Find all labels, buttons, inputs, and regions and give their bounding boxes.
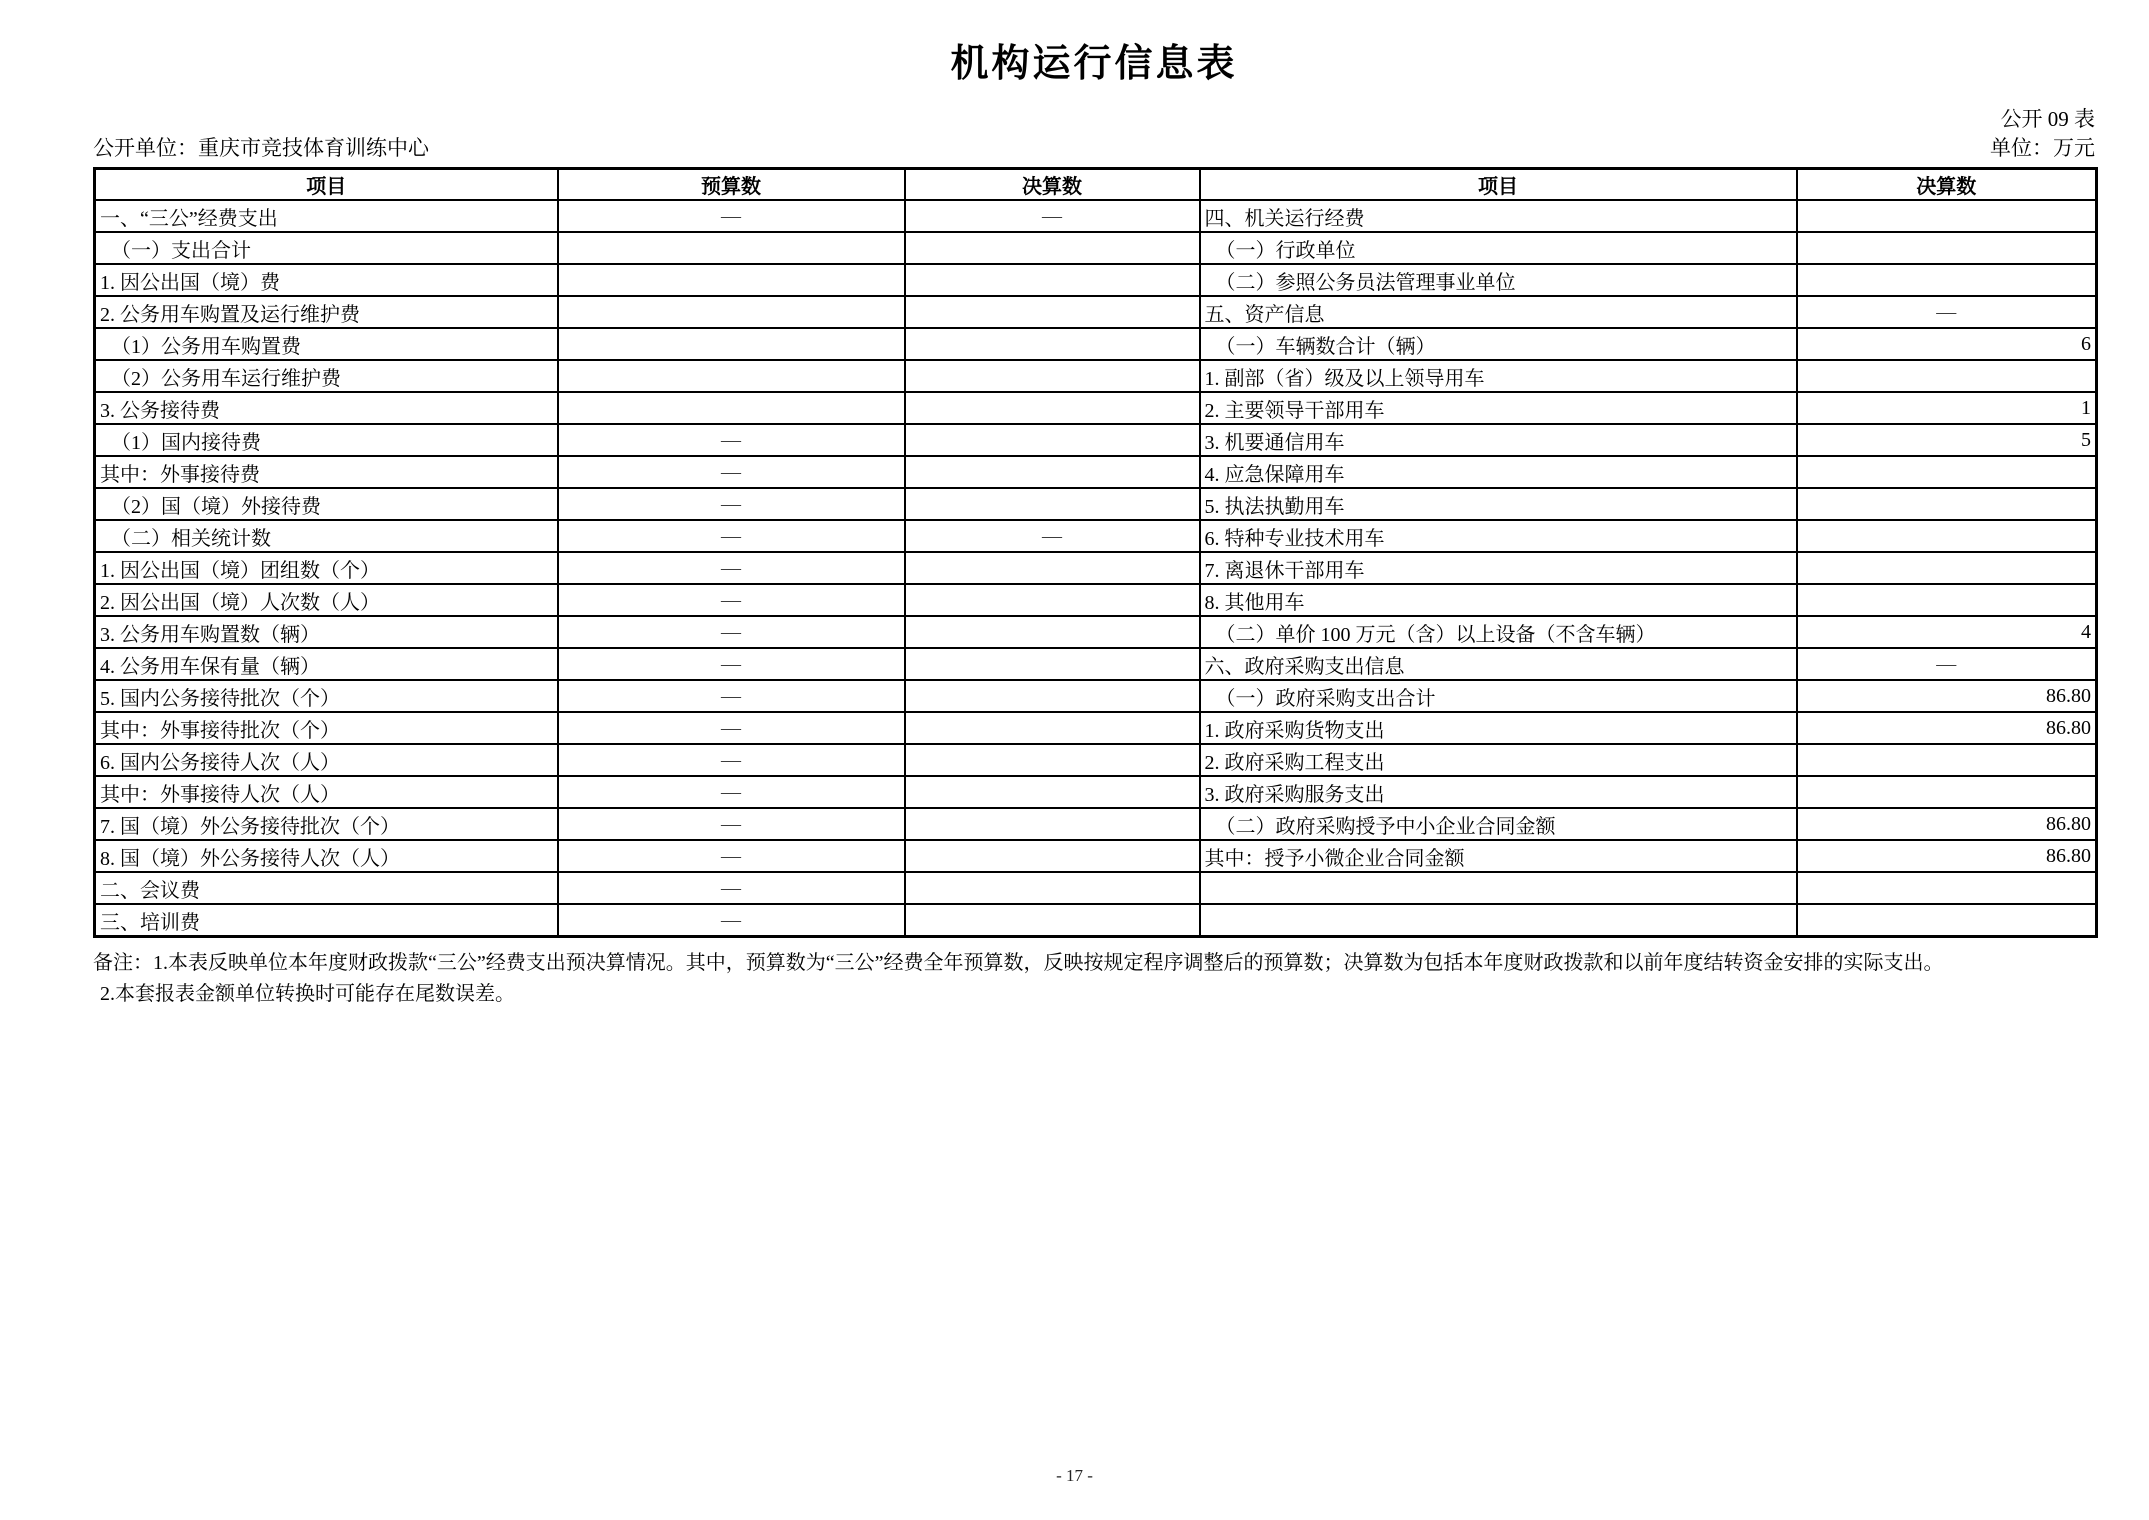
col-header-final-right: 决算数 <box>1797 169 2097 201</box>
budget-cell: — <box>558 456 905 488</box>
final-cell-right <box>1797 872 2097 904</box>
item-cell-right: 5. 执法执勤用车 <box>1200 488 1797 520</box>
table-row <box>95 904 2097 937</box>
table-body <box>95 200 2097 937</box>
budget-cell <box>558 232 905 264</box>
final-cell-right <box>1797 232 2097 264</box>
final-cell-right: 86.80 <box>1797 808 2097 840</box>
table-row <box>95 584 2097 616</box>
publisher-label: 公开单位：重庆市竞技体育训练中心 <box>93 135 429 160</box>
budget-cell: — <box>558 200 905 232</box>
item-cell-right: 4. 应急保障用车 <box>1200 456 1797 488</box>
table-row <box>95 488 2097 520</box>
final-cell-right <box>1797 776 2097 808</box>
final-cell-left <box>905 808 1200 840</box>
item-cell-right: （二）政府采购授予中小企业合同金额 <box>1200 808 1797 840</box>
final-cell-right <box>1797 744 2097 776</box>
meta-row <box>93 136 2095 160</box>
final-cell-right: 86.80 <box>1797 680 2097 712</box>
item-cell-right: 8. 其他用车 <box>1200 584 1797 616</box>
item-cell-left: 4. 公务用车保有量（辆） <box>95 648 558 680</box>
item-cell-right <box>1200 872 1797 904</box>
table-row <box>95 648 2097 680</box>
final-cell-left <box>905 392 1200 424</box>
budget-cell: — <box>558 552 905 584</box>
final-cell-left <box>905 776 1200 808</box>
table-row <box>95 520 2097 552</box>
item-cell-left: 其中：外事接待费 <box>95 456 558 488</box>
item-cell-left: （2）国（境）外接待费 <box>95 488 558 520</box>
item-cell-left: （一）支出合计 <box>95 232 558 264</box>
table-row <box>95 712 2097 744</box>
col-header-item-right: 项目 <box>1200 169 1797 201</box>
item-cell-right: 2. 政府采购工程支出 <box>1200 744 1797 776</box>
table-row <box>95 840 2097 872</box>
final-cell-right <box>1797 520 2097 552</box>
table-row <box>95 264 2097 296</box>
item-cell-left: （1）公务用车购置费 <box>95 328 558 360</box>
table-row <box>95 776 2097 808</box>
final-cell-right: 86.80 <box>1797 712 2097 744</box>
final-cell-left <box>905 680 1200 712</box>
item-cell-left: 8. 国（境）外公务接待人次（人） <box>95 840 558 872</box>
budget-cell: — <box>558 488 905 520</box>
item-cell-right: 1. 副部（省）级及以上领导用车 <box>1200 360 1797 392</box>
table-row <box>95 424 2097 456</box>
table-row <box>95 456 2097 488</box>
final-cell-right <box>1797 552 2097 584</box>
budget-cell: — <box>558 904 905 937</box>
final-cell-right: 6 <box>1797 328 2097 360</box>
item-cell-right: 1. 政府采购货物支出 <box>1200 712 1797 744</box>
item-cell-right: 五、资产信息 <box>1200 296 1797 328</box>
item-cell-right: 六、政府采购支出信息 <box>1200 648 1797 680</box>
item-cell-left: 1. 因公出国（境）团组数（个） <box>95 552 558 584</box>
final-cell-right: — <box>1797 296 2097 328</box>
item-cell-left: 二、会议费 <box>95 872 558 904</box>
budget-cell: — <box>558 648 905 680</box>
unit-label: 单位：万元 <box>1990 135 2095 160</box>
budget-cell: — <box>558 872 905 904</box>
final-cell-left <box>905 744 1200 776</box>
budget-cell: — <box>558 840 905 872</box>
item-cell-right: （二）参照公务员法管理事业单位 <box>1200 264 1797 296</box>
table-row <box>95 808 2097 840</box>
budget-cell: — <box>558 680 905 712</box>
col-header-budget: 预算数 <box>558 169 905 201</box>
item-cell-right <box>1200 904 1797 937</box>
item-cell-left: 1. 因公出国（境）费 <box>95 264 558 296</box>
final-cell-right <box>1797 904 2097 937</box>
item-cell-left: 3. 公务用车购置数（辆） <box>95 616 558 648</box>
table-row <box>95 328 2097 360</box>
item-cell-right: 四、机关运行经费 <box>1200 200 1797 232</box>
item-cell-left: 其中：外事接待人次（人） <box>95 776 558 808</box>
final-cell-right: 4 <box>1797 616 2097 648</box>
final-cell-left: — <box>905 200 1200 232</box>
item-cell-left: 一、“三公”经费支出 <box>95 200 558 232</box>
budget-cell <box>558 264 905 296</box>
content-area <box>93 0 2095 1010</box>
final-cell-left <box>905 872 1200 904</box>
budget-cell: — <box>558 616 905 648</box>
item-cell-right: （二）单价 100 万元（含）以上设备（不含车辆） <box>1200 616 1797 648</box>
notes <box>93 948 2095 1010</box>
table-row <box>95 680 2097 712</box>
col-header-item-left: 项目 <box>95 169 558 201</box>
final-cell-left <box>905 264 1200 296</box>
item-cell-right: 其中：授予小微企业合同金额 <box>1200 840 1797 872</box>
item-cell-right: 7. 离退休干部用车 <box>1200 552 1797 584</box>
item-cell-right: 3. 机要通信用车 <box>1200 424 1797 456</box>
final-cell-right: — <box>1797 648 2097 680</box>
final-cell-left <box>905 456 1200 488</box>
budget-cell <box>558 328 905 360</box>
final-cell-left <box>905 296 1200 328</box>
final-cell-left <box>905 904 1200 937</box>
page-number: - 17 - <box>1056 1466 1093 1485</box>
final-cell-right <box>1797 360 2097 392</box>
final-cell-right <box>1797 488 2097 520</box>
final-cell-right <box>1797 264 2097 296</box>
final-cell-right <box>1797 456 2097 488</box>
item-cell-right: （一）政府采购支出合计 <box>1200 680 1797 712</box>
item-cell-left: 6. 国内公务接待人次（人） <box>95 744 558 776</box>
final-cell-left <box>905 840 1200 872</box>
page-title: 机构运行信息表 <box>950 43 1238 85</box>
table-row <box>95 296 2097 328</box>
budget-cell: — <box>558 776 905 808</box>
budget-cell: — <box>558 584 905 616</box>
final-cell-left <box>905 328 1200 360</box>
budget-cell: — <box>558 808 905 840</box>
budget-cell: — <box>558 520 905 552</box>
table-row <box>95 360 2097 392</box>
table-row <box>95 616 2097 648</box>
header-row <box>95 169 2097 201</box>
final-cell-left <box>905 360 1200 392</box>
final-cell-left <box>905 584 1200 616</box>
final-cell-left <box>905 712 1200 744</box>
item-cell-left: 其中：外事接待批次（个） <box>95 712 558 744</box>
table-row <box>95 552 2097 584</box>
item-cell-right: （一）行政单位 <box>1200 232 1797 264</box>
budget-cell: — <box>558 712 905 744</box>
final-cell-left <box>905 232 1200 264</box>
item-cell-left: 3. 公务接待费 <box>95 392 558 424</box>
budget-cell: — <box>558 744 905 776</box>
item-cell-left: 2. 公务用车购置及运行维护费 <box>95 296 558 328</box>
table-row <box>95 744 2097 776</box>
item-cell-right: 6. 特种专业技术用车 <box>1200 520 1797 552</box>
table-row <box>95 872 2097 904</box>
info-table <box>93 167 2098 938</box>
final-cell-right: 5 <box>1797 424 2097 456</box>
final-cell-left <box>905 488 1200 520</box>
table-row <box>95 232 2097 264</box>
item-cell-right: 3. 政府采购服务支出 <box>1200 776 1797 808</box>
note-line: 2.本套报表金额单位转换时可能存在尾数误差。 <box>100 983 515 1006</box>
final-cell-right: 86.80 <box>1797 840 2097 872</box>
col-header-final-left: 决算数 <box>905 169 1200 201</box>
final-cell-left <box>905 552 1200 584</box>
budget-cell <box>558 360 905 392</box>
final-cell-right <box>1797 584 2097 616</box>
budget-cell <box>558 296 905 328</box>
table-row <box>95 200 2097 232</box>
item-cell-left: 2. 因公出国（境）人次数（人） <box>95 584 558 616</box>
final-cell-right: 1 <box>1797 392 2097 424</box>
budget-cell <box>558 392 905 424</box>
item-cell-left: 5. 国内公务接待批次（个） <box>95 680 558 712</box>
final-cell-left: — <box>905 520 1200 552</box>
item-cell-right: （一）车辆数合计（辆） <box>1200 328 1797 360</box>
final-cell-right <box>1797 200 2097 232</box>
note-line: 备注：1.本表反映单位本年度财政拨款“三公”经费支出预决算情况。其中，预算数为“三公”经费全年预算数，反映按规定程序调整后的预算数；决算数为包括本年度财政拨款和以前年度结转资金安排的实际支出。 <box>93 952 1944 975</box>
final-cell-left <box>905 424 1200 456</box>
form-code: 公开 09 表 <box>2000 106 2095 131</box>
item-cell-left: （2）公务用车运行维护费 <box>95 360 558 392</box>
item-cell-right: 2. 主要领导干部用车 <box>1200 392 1797 424</box>
budget-cell: — <box>558 424 905 456</box>
item-cell-left: 三、培训费 <box>95 904 558 937</box>
final-cell-left <box>905 648 1200 680</box>
table-row <box>95 392 2097 424</box>
item-cell-left: （二）相关统计数 <box>95 520 558 552</box>
final-cell-left <box>905 616 1200 648</box>
item-cell-left: （1）国内接待费 <box>95 424 558 456</box>
item-cell-left: 7. 国（境）外公务接待批次（个） <box>95 808 558 840</box>
